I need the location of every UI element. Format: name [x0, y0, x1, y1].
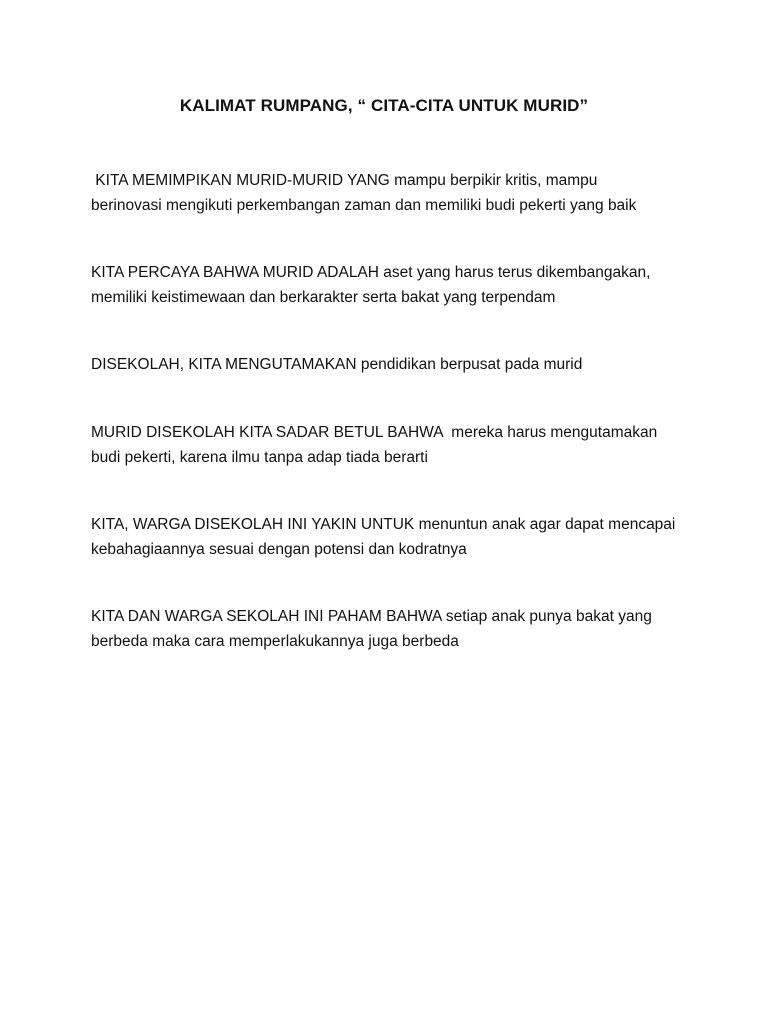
paragraph-1-line-1: KITA MEMIMPIKAN MURID-MURID YANG mampu berpikir kritis, mampu	[91, 172, 598, 189]
paragraph-4-line-1: MURID DISEKOLAH KITA SADAR BETUL BAHWA mereka harus mengutamakan	[91, 424, 658, 441]
document-title: KALIMAT RUMPANG, “ CITA-CITA UNTUK MURID”	[179, 96, 589, 115]
paragraph-1	[91, 168, 691, 218]
paragraph-4-line-2: budi pekerti, karena ilmu tanpa adap tiada berarti	[91, 449, 428, 466]
paragraph-5-line-1: KITA, WARGA DISEKOLAH INI YAKIN UNTUK menuntun anak agar dapat mencapai	[91, 516, 676, 533]
paragraph-1-line-2: berinovasi mengikuti perkembangan zaman dan memiliki budi pekerti yang baik	[91, 197, 637, 214]
paragraph-3-line-1: DISEKOLAH, KITA MENGUTAMAKAN pendidikan berpusat pada murid	[91, 356, 583, 373]
paragraph-5-line-2: kebahagiaannya sesuai dengan potensi dan kodratnya	[91, 541, 467, 558]
paragraph-2-line-2: memiliki keistimewaan dan berkarakter serta bakat yang terpendam	[91, 289, 556, 306]
paragraph-4	[91, 420, 691, 470]
paragraph-5	[91, 512, 691, 562]
paragraph-2-line-1: KITA PERCAYA BAHWA MURID ADALAH aset yang harus terus dikembangakan,	[91, 264, 651, 281]
paragraph-3	[91, 352, 691, 377]
paragraph-2	[91, 260, 691, 310]
paragraph-6-line-2: berbeda maka cara memperlakukannya juga berbeda	[91, 633, 459, 650]
paragraph-6-line-1: KITA DAN WARGA SEKOLAH INI PAHAM BAHWA setiap anak punya bakat yang	[91, 608, 652, 625]
paragraph-6	[91, 604, 691, 654]
